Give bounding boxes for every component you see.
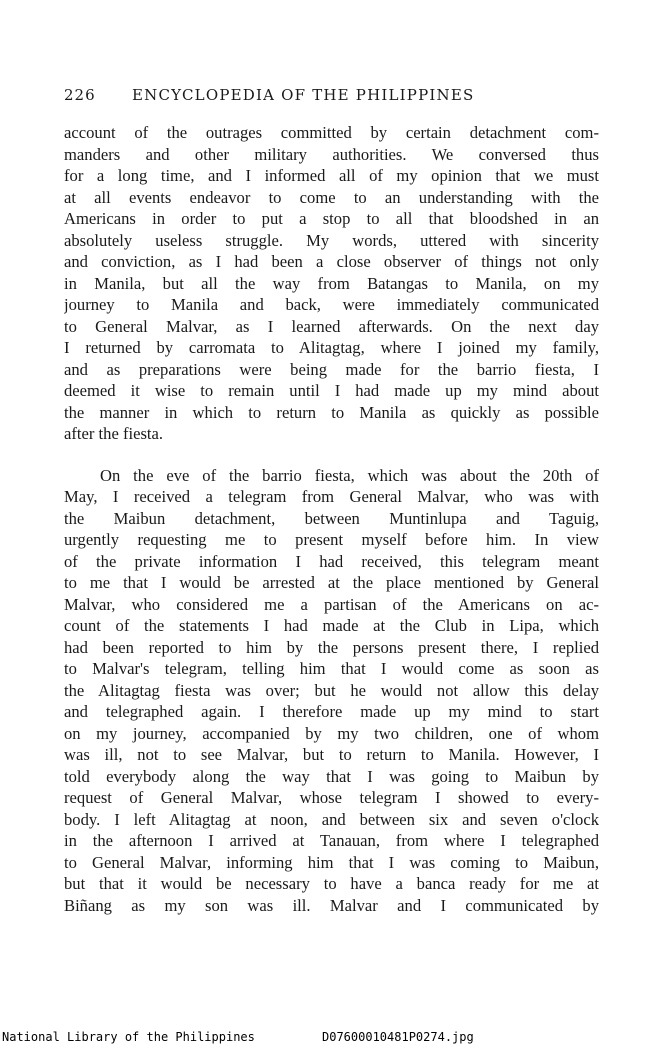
text-line: account of the outrages committed by certain detachment com- — [64, 123, 599, 142]
text-line: told everybody along the way that I was going to Maibun by — [64, 766, 599, 786]
text-line: was ill, not to see Malvar, but to return to Manila. However, I — [64, 745, 599, 764]
scan-footer — [0, 1030, 668, 1044]
text-line: to Malvar's telegram, telling him that I would come as soon as — [64, 659, 599, 678]
text-line: Biñang as my son was ill. Malvar and I communicated by — [64, 895, 599, 915]
text-line: deemed it wise to remain until I had made up my mind about — [64, 381, 599, 400]
text-line: On the eve of the barrio fiesta, which was about the 20th of — [100, 465, 599, 485]
page-number: 226 — [64, 86, 96, 104]
library-credit: National Library of the Philippines — [2, 1030, 255, 1044]
text-line: the manner in which to return to Manila as quickly as possible — [64, 402, 599, 422]
running-title: ENCYCLOPEDIA OF THE PHILIPPINES — [132, 86, 475, 104]
text-line: Americans in order to put a stop to all that bloodshed in an — [64, 209, 599, 228]
text-line: to General Malvar, informing him that I was coming to Maibun, — [64, 852, 599, 872]
text-line: and as preparations were being made for the barrio fiesta, I — [64, 359, 599, 379]
text-line: body. I left Alitagtag at noon, and between six and seven o'clock — [64, 809, 599, 829]
text-line: urgently requesting me to present myself before him. In view — [64, 530, 599, 549]
text-line: to me that I would be arrested at the place mentioned by General — [64, 573, 599, 592]
text-line: Malvar, who considered me a partisan of the Americans on ac- — [64, 594, 599, 614]
text-line: at all events endeavor to come to an understanding with the — [64, 187, 599, 207]
text-line: manders and other military authorities. We conversed thus — [64, 144, 599, 164]
body-text — [64, 122, 599, 916]
text-line: on my journey, accompanied by my two children, one of whom — [64, 723, 599, 743]
text-line: of the private information I had received, this telegram meant — [64, 551, 599, 571]
text-line: after the fiesta. — [64, 424, 164, 443]
paragraph-2 — [64, 465, 599, 917]
text-line: to General Malvar, as I learned afterwards. On the next day — [64, 316, 599, 336]
text-line: in Manila, but all the way from Batangas to Manila, on my — [64, 273, 599, 293]
text-line: and telegraphed again. I therefore made up my mind to start — [64, 702, 599, 721]
text-line: journey to Manila and back, were immediately communicated — [64, 295, 599, 314]
text-line: the Maibun detachment, between Muntinlupa and Taguig, — [64, 508, 599, 528]
text-line: May, I received a telegram from General Malvar, who was with — [64, 487, 599, 506]
text-line: absolutely useless struggle. My words, uttered with sincerity — [64, 230, 599, 250]
text-line: request of General Malvar, whose telegram I showed to every- — [64, 788, 599, 807]
text-line: the Alitagtag fiesta was over; but he would not allow this delay — [64, 680, 599, 700]
text-line: I returned by carromata to Alitagtag, where I joined my family, — [64, 338, 599, 357]
text-line: for a long time, and I informed all of my opinion that we must — [64, 166, 599, 185]
text-line: count of the statements I had made at the Club in Lipa, which — [64, 616, 599, 635]
scan-filename: D07600010481P0274.jpg — [322, 1030, 474, 1044]
text-line: had been reported to him by the persons present there, I replied — [64, 637, 599, 657]
text-line: in the afternoon I arrived at Tanauan, from where I telegraphed — [64, 831, 599, 850]
paragraph-1 — [64, 122, 599, 445]
text-line: but that it would be necessary to have a banca ready for me at — [64, 874, 599, 893]
page-header — [64, 86, 604, 108]
text-line: and conviction, as I had been a close observer of things not only — [64, 252, 599, 271]
